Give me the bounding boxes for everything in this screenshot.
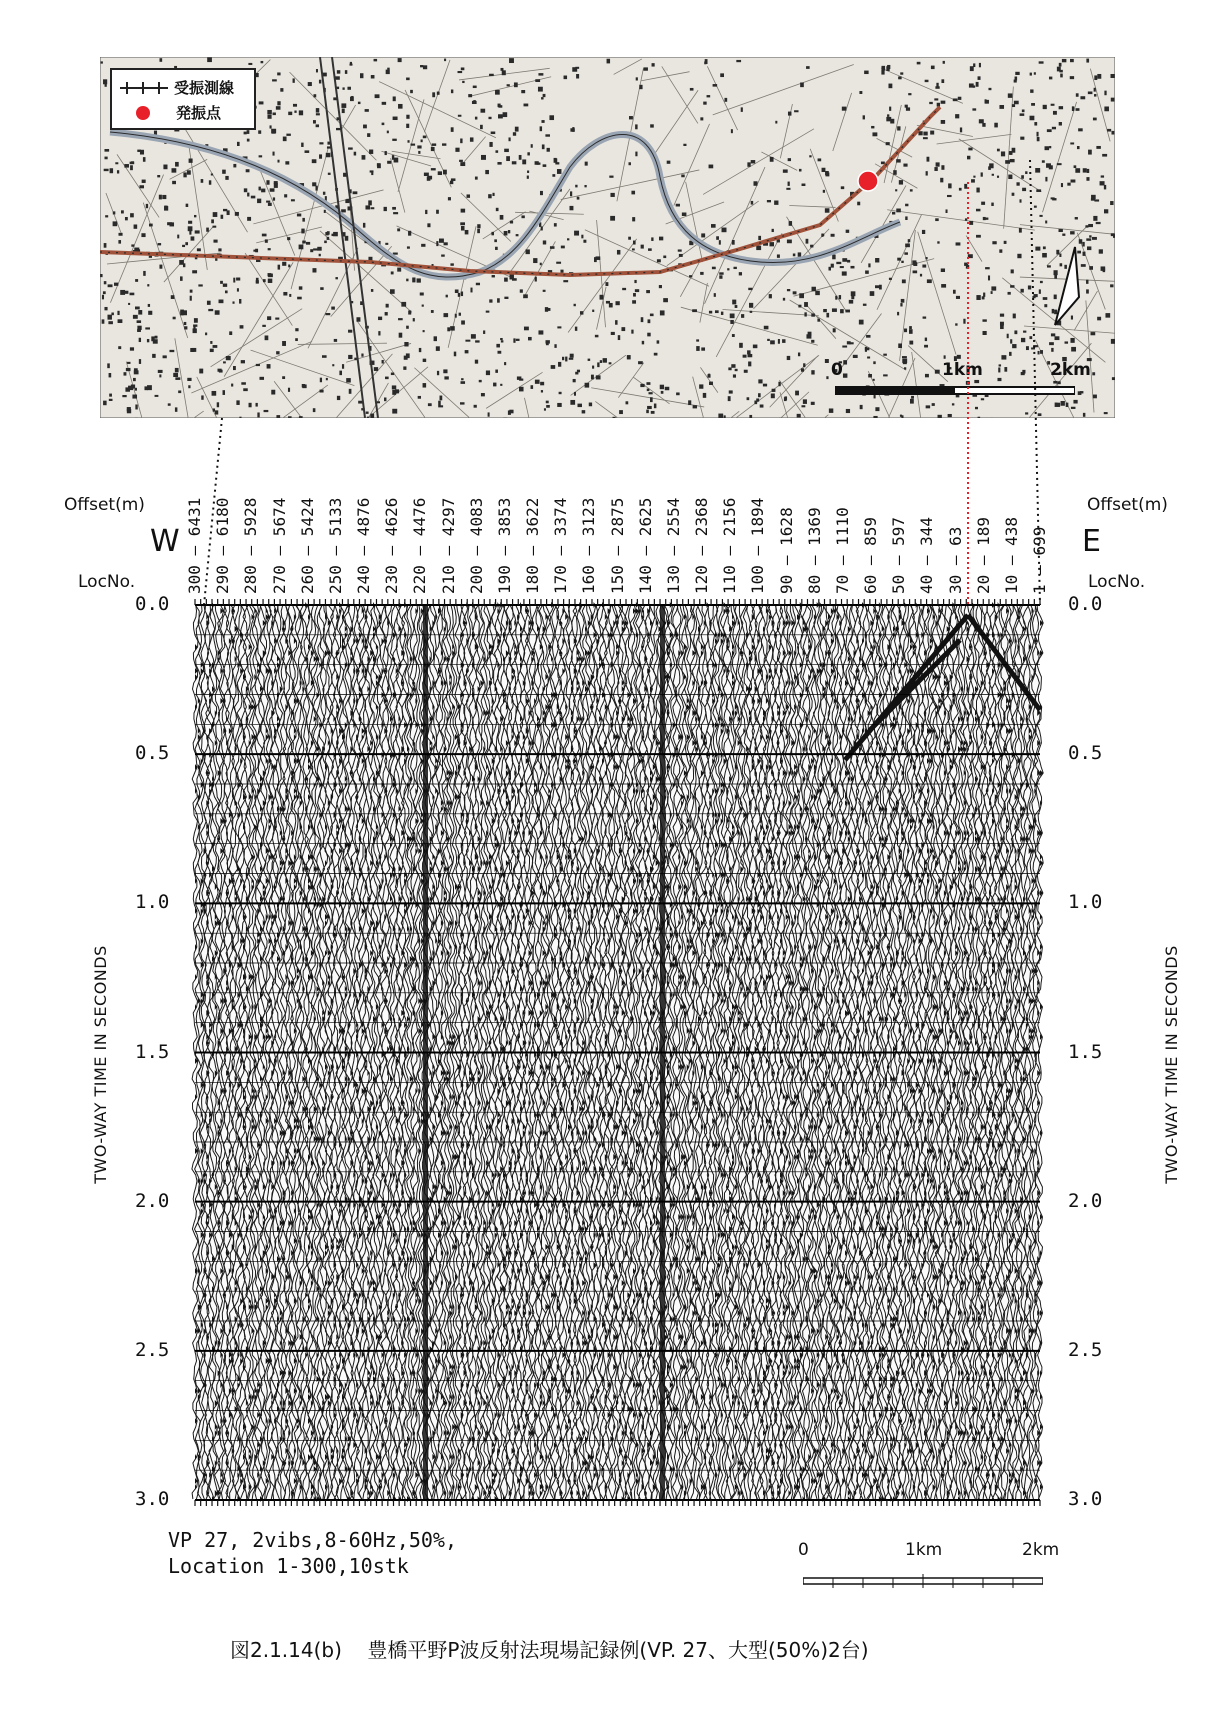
column-loc: 290: [213, 565, 233, 594]
column-loc: 1: [1030, 584, 1049, 594]
section-scale-label-0: 0: [798, 1540, 809, 1560]
column-loc: 300: [185, 565, 204, 594]
column-offset: 4626: [382, 497, 402, 537]
column-offset: 1369: [804, 507, 824, 546]
map-scale-label-0: 0: [831, 360, 843, 380]
column-separator: —: [945, 545, 965, 575]
column-loc: 20: [973, 574, 993, 594]
column-offset: 859: [861, 516, 880, 546]
column-separator: —: [692, 536, 711, 566]
right-offset-label: Offset(m): [1087, 495, 1168, 515]
left-axis-title: TWO-WAY TIME IN SECONDS: [90, 945, 110, 1184]
time-label-right: 2.0: [1068, 1189, 1103, 1212]
column-separator: —: [1001, 545, 1021, 575]
column-separator: —: [523, 536, 542, 566]
time-label-left: 0.5: [135, 742, 170, 765]
column-separator: —: [776, 545, 796, 575]
column-separator: —: [973, 545, 993, 575]
column-loc: 230: [382, 565, 402, 594]
column-separator: —: [832, 545, 852, 575]
column-separator: —: [607, 536, 627, 566]
column-offset: 2156: [720, 497, 740, 537]
acquisition-info: [168, 1527, 457, 1579]
column-loc: 30: [945, 574, 965, 594]
column-separator: —: [241, 536, 261, 566]
column-offset: 1628: [776, 507, 796, 546]
column-loc: 170: [551, 565, 571, 594]
column-separator: —: [325, 536, 345, 566]
column-loc: 60: [861, 574, 880, 594]
column-separator: —: [494, 536, 514, 566]
column-loc: 120: [692, 565, 711, 594]
section-scale-label-1: 1km: [905, 1540, 943, 1560]
column-offset: 4876: [354, 497, 373, 537]
column-offset: 5424: [297, 497, 317, 537]
column-loc: 220: [410, 565, 430, 594]
column-loc: 90: [776, 574, 796, 594]
time-label-right: 0.0: [1068, 593, 1103, 615]
column-loc: 190: [494, 565, 514, 594]
info-line-2: Location 1-300,10stk: [168, 1554, 409, 1578]
time-label-left: 3.0: [135, 1488, 170, 1510]
column-offset: 189: [973, 516, 993, 546]
right-locno-label: LocNo.: [1088, 572, 1146, 592]
column-separator: —: [804, 545, 824, 575]
legend-shot-label: 発振点: [176, 104, 222, 122]
map-scale-label-2: 2km: [1050, 360, 1091, 380]
column-loc: 110: [720, 565, 740, 594]
time-label-left: 2.0: [135, 1189, 170, 1212]
column-offset: 2875: [607, 497, 627, 537]
column-separator: —: [269, 536, 289, 566]
column-offset: 5133: [325, 497, 345, 537]
column-offset: 2368: [692, 497, 711, 537]
column-offset: 4297: [438, 497, 458, 537]
column-loc: 210: [438, 565, 458, 594]
time-label-left: 2.5: [135, 1338, 170, 1361]
column-separator: —: [917, 545, 937, 575]
column-separator: —: [720, 536, 740, 566]
map-scale-label-1: 1km: [942, 360, 983, 380]
left-offset-label: Offset(m): [64, 495, 145, 515]
time-label-right: 3.0: [1068, 1488, 1103, 1510]
column-separator: —: [1030, 555, 1049, 585]
column-separator: —: [354, 536, 373, 566]
column-separator: —: [889, 545, 909, 575]
time-label-right: 1.5: [1068, 1040, 1103, 1063]
column-separator: —: [861, 545, 880, 575]
column-offset: 699: [1030, 526, 1049, 556]
column-loc: 240: [354, 565, 373, 594]
column-loc: 100: [748, 565, 768, 594]
column-offset: 3123: [579, 497, 599, 537]
column-loc: 180: [523, 565, 542, 594]
column-separator: —: [382, 536, 402, 566]
left-locno-label: LocNo.: [78, 572, 136, 592]
column-offset: 1894: [748, 497, 768, 537]
column-offset: 6180: [213, 497, 233, 537]
column-loc: 40: [917, 574, 937, 594]
section-scale-label-2: 2km: [1022, 1540, 1060, 1560]
column-separator: —: [185, 536, 204, 566]
column-loc: 140: [635, 565, 655, 594]
column-loc: 70: [832, 574, 852, 594]
figure-caption: 図2.1.14(b) 豊橋平野P波反射法現場記録例(VP. 27、大型(50%)2台): [230, 1638, 869, 1662]
column-loc: 10: [1001, 574, 1021, 594]
time-label-right: 2.5: [1068, 1338, 1103, 1361]
column-loc: 280: [241, 565, 261, 594]
column-loc: 250: [325, 565, 345, 594]
column-loc: 270: [269, 565, 289, 594]
column-offset: 344: [917, 516, 937, 546]
column-offset: 63: [945, 526, 965, 546]
column-separator: —: [635, 536, 655, 566]
right-axis-title: TWO-WAY TIME IN SECONDS: [1161, 945, 1181, 1184]
column-separator: —: [297, 536, 317, 566]
column-loc: 260: [297, 565, 317, 594]
column-offset: 5674: [269, 497, 289, 537]
time-label-right: 0.5: [1068, 742, 1103, 765]
column-offset: 3622: [523, 497, 542, 537]
column-loc: 50: [889, 574, 909, 594]
time-label-left: 1.5: [135, 1040, 170, 1063]
column-separator: —: [466, 536, 486, 566]
column-offset: 3853: [494, 497, 514, 537]
column-offset: 597: [889, 516, 909, 546]
time-label-left: 0.0: [135, 593, 170, 615]
legend-receiver-label: 受振測線: [174, 79, 235, 97]
column-loc: 160: [579, 565, 599, 594]
column-offset: 2625: [635, 497, 655, 537]
column-separator: —: [410, 536, 430, 566]
time-label-right: 1.0: [1068, 891, 1103, 914]
column-separator: —: [438, 536, 458, 566]
column-separator: —: [748, 536, 768, 566]
column-offset: 1110: [832, 507, 852, 546]
east-label: E: [1082, 524, 1101, 559]
column-offset: 6431: [185, 497, 204, 537]
column-loc: 130: [663, 565, 683, 594]
west-label: W: [150, 524, 180, 559]
column-loc: 80: [804, 574, 824, 594]
column-offset: 5928: [241, 497, 261, 537]
column-separator: —: [579, 536, 599, 566]
column-offset: 438: [1001, 516, 1021, 546]
column-loc: 200: [466, 565, 486, 594]
column-offset: 2554: [663, 497, 683, 537]
column-separator: —: [663, 536, 683, 566]
column-offset: 4083: [466, 497, 486, 537]
column-loc: 150: [607, 565, 627, 594]
time-label-left: 1.0: [135, 891, 170, 914]
column-offset: 4476: [410, 497, 430, 537]
column-offset: 3374: [551, 497, 571, 537]
section-scale-bar: [803, 1572, 1043, 1592]
column-separator: —: [213, 536, 233, 566]
column-separator: —: [551, 536, 571, 566]
info-line-1: VP 27, 2vibs,8-60Hz,50%,: [168, 1528, 457, 1552]
